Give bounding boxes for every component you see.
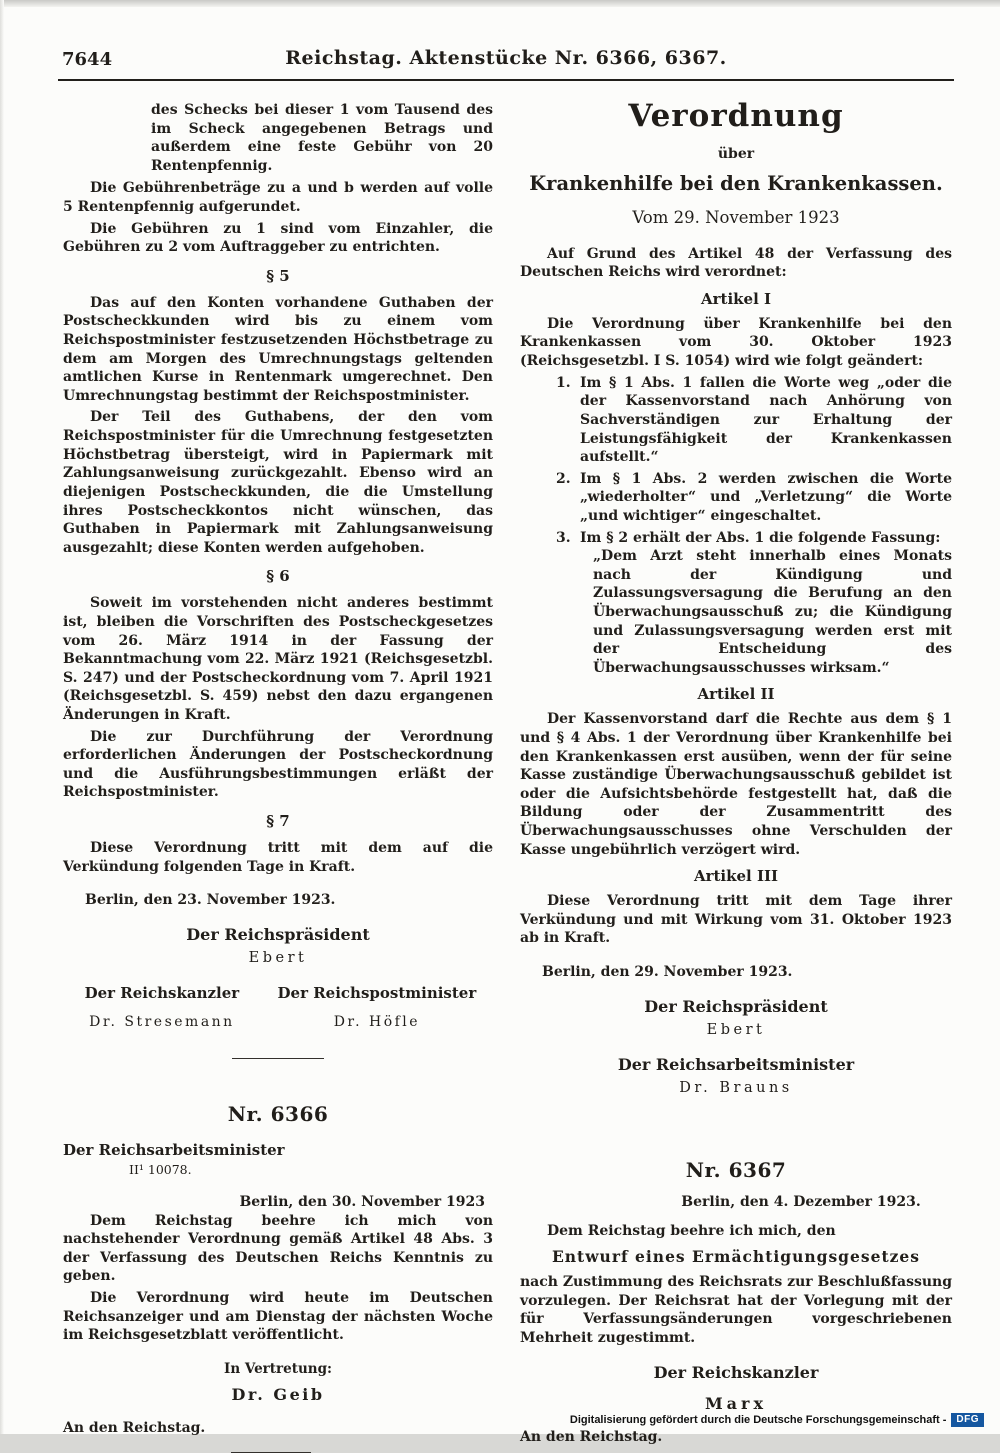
nr-6366-heading: Nr. 6366 — [227, 1101, 329, 1126]
right-column — [520, 96, 952, 1450]
item-2-number: 2. — [556, 470, 571, 487]
artikel-1-heading: Artikel I — [700, 289, 772, 308]
signature-geib-name: Dr. Geib — [231, 1384, 325, 1404]
paragraph-fee-payers: Die Gebühren zu 1 sind vom Einzahler, die Gebühren zu 2 vom Auftraggeber zu entrichten. — [63, 220, 493, 256]
artikel-3-text: Diese Verordnung tritt mit dem Tage ihrer Verkündung und mit Wirkung vom 31. Oktober 1923 ab in Kraft. — [520, 893, 952, 947]
dateline-berlin-30-nov: Berlin, den 30. November 1923 — [239, 1194, 485, 1210]
artikel-1-item-2 — [556, 470, 952, 526]
dateline-berlin-29-nov: Berlin, den 29. November 1923. — [542, 964, 793, 980]
section-heading-6: § 6 — [266, 567, 290, 586]
nr-6366-minister: Der Reichsarbeitsminister — [63, 1141, 285, 1160]
signature-president-title-right: Der Reichspräsident — [644, 996, 828, 1016]
scan-edge-top — [0, 0, 1000, 7]
paragraph-continuation: des Schecks bei dieser 1 vom Tausend des im Scheck angegebenen Betrags und außerdem eine feste Gebühr von 20 Rentenpfennig. — [151, 102, 493, 174]
item-3-text: Im § 2 erhält der Abs. 1 die folgende Fassung: — [580, 529, 941, 546]
artikel-2-heading: Artikel II — [697, 685, 775, 704]
page-header — [62, 44, 950, 76]
section-nr-6366 — [63, 1101, 493, 1453]
nr-6366-paragraph-1: Dem Reichstag beehre ich mich von nachstehender Verordnung gemäß Artikel 48 Abs. 3 der Verfassung des Deutschen Reichs Kenntnis zu geben. — [63, 1212, 493, 1285]
signature-row — [63, 984, 493, 1032]
dateline-berlin-4-dez: Berlin, den 4. Dezember 1923. — [681, 1194, 921, 1211]
address-reichstag-left: An den Reichstag. — [63, 1420, 206, 1437]
item-3-quote: „Dem Arzt steht innerhalb eines Monats nach der Kündigung und Zulassungsversagung die Berufung an den Überwachungsausschuß zu; die Kündigung und Zulassungsversagung werden erst mit der Entscheidung des Überwachungsausschusses wirksam.“ — [593, 548, 952, 676]
paragraph-fee-amounts: Die Gebührenbeträge zu a und b werden auf volle 5 Rentenpfennig aufgerundet. — [63, 180, 493, 216]
artikel-3-heading: Artikel III — [693, 867, 779, 886]
item-2-text: Im § 1 Abs. 2 werden zwischen die Worte „wiederholter“ und „Verletzung“ die Worte „und wichtiger“ eingeschaltet. — [580, 470, 952, 524]
signature-chancellor — [63, 984, 261, 1032]
signature-chancellor-title: Der Reichskanzler — [84, 984, 240, 1003]
signature-marx-name: Marx — [704, 1393, 768, 1413]
artikel-1-item-3 — [556, 529, 952, 678]
nr-6367-paragraph-1: Dem Reichstag beehre ich mich, den — [547, 1222, 836, 1239]
artikel-1-item-1 — [556, 374, 952, 467]
header-title: Reichstag. Aktenstücke Nr. 6366, 6367. — [285, 47, 727, 69]
signature-postminister-title: Der Reichspostminister — [277, 984, 477, 1003]
verordnung-intro: Auf Grund des Artikel 48 der Verfassung des Deutschen Reichs wird verordnet: — [520, 245, 952, 281]
signature-arbeitsminister-title: Der Reichsarbeitsminister — [617, 1055, 855, 1075]
section5-paragraph-1: Das auf den Konten vorhandene Guthaben der Postscheckkunden wird bis zu einem vom Reichspostminister festzusetzenden Höchstbetrage zu dem am Morgen des Umrechnungstags geltenden amtlichen Kurse in Rentenmark umgerechnet. Den Umrechnungstag bestimmt der Reichspostminister. — [63, 294, 493, 404]
item-3-body — [580, 529, 952, 678]
nr-6366-reference-number: II¹ 10078. — [129, 1162, 192, 1178]
item-1-number: 1. — [556, 374, 571, 391]
left-column — [63, 101, 493, 1453]
signature-chancellor-title-right: Der Reichskanzler — [653, 1362, 819, 1382]
header-rule — [58, 79, 954, 81]
signature-president-name: Ebert — [248, 950, 308, 967]
in-vertretung-label: In Vertretung: — [224, 1360, 332, 1377]
separator-rule — [232, 1058, 324, 1059]
section-heading-5: § 5 — [266, 266, 290, 285]
section-nr-6367 — [520, 1157, 952, 1447]
dfg-logo: DFG — [951, 1413, 984, 1427]
digitization-footer — [570, 1413, 984, 1427]
section-heading-7: § 7 — [266, 811, 290, 830]
signature-postminister — [261, 984, 493, 1032]
section6-paragraph-1: Soweit im vorstehenden nicht anderes bestimmt ist, bleiben die Vorschriften des Postscheckgesetzes vom 26. März 1914 in der Fassung der Bekanntmachung vom 22. März 1921 (Reichsgesetzbl. S. 247) und der Postscheckordnung vom 7. April 1921 (Reichsgesetzbl. S. 459) nebst den dazu ergangenen Änderungen in Kraft. — [63, 595, 493, 723]
digitization-note: Digitalisierung gefördert durch die Deutsche Forschungsgemeinschaft - — [569, 1414, 947, 1426]
address-reichstag-right: An den Reichstag. — [520, 1429, 663, 1446]
nr-6366-paragraph-2: Die Verordnung wird heute im Deutschen Reichsanzeiger und am Dienstag der nächsten Woche im Reichsgesetzblatt veröffentlicht. — [63, 1290, 493, 1344]
item-1-text: Im § 1 Abs. 1 fallen die Worte weg „oder die der Kassenvorstand nach Anhörung von Sachverständigen zur Erhaltung der Leistungsfähigkeit der Krankenkassen aufstellt.“ — [580, 374, 952, 466]
verordnung-subtitle-ueber: über — [717, 146, 755, 163]
verordnung-subtitle-main: Krankenhilfe bei den Krankenkassen. — [529, 171, 943, 195]
section7-paragraph-1: Diese Verordnung tritt mit dem auf die Verkündung folgenden Tage in Kraft. — [63, 839, 493, 875]
signature-arbeitsminister-name: Dr. Brauns — [679, 1080, 793, 1097]
section6-paragraph-2: Die zur Durchführung der Verordnung erforderlichen Änderungen der Postscheckordnung und die Ausführungsbestimmungen erläßt der Reichspostminister. — [63, 728, 493, 801]
scan-edge-left — [0, 0, 4, 1434]
verordnung-title: Verordnung — [628, 98, 844, 134]
artikel-1-intro: Die Verordnung über Krankenhilfe bei den Krankenkassen vom 30. Oktober 1923 (Reichsgesetzbl. I S. 1054) wird wie folgt geändert: — [520, 315, 952, 370]
nr-6367-heading: Nr. 6367 — [685, 1157, 787, 1182]
signature-chancellor-name: Dr. Stresemann — [89, 1014, 235, 1031]
signature-president-name-right: Ebert — [706, 1021, 766, 1038]
nr-6367-paragraph-2: nach Zustimmung des Reichsrats zur Beschlußfassung vorzulegen. Der Reichsrat hat der Vorlegung mit der für Verfassungsänderungen vorgeschriebenen Mehrheit zugestimmt. — [520, 1274, 952, 1346]
item-3-number: 3. — [556, 529, 571, 546]
section5-paragraph-2: Der Teil des Guthabens, der den vom Reichspostminister für die Umrechnung festgesetzten Höchstbetrag übersteigt, wird in Papiermark mit Zahlungsanweisung zurückgezahlt. Ebenso wird an diejenigen Postscheckkunden, die die Umstellung ihres Postscheckkontos nicht wünschen, das Guthaben in Papiermark mit Zahlungsanweisung ausgezahlt; diese Konten werden aufgehoben. — [63, 409, 493, 556]
artikel-2-text: Der Kassenvorstand darf die Rechte aus dem § 1 und § 4 Abs. 1 der Verordnung über Krankenhilfe bei den Krankenkassen erst ausüben, wenn der für seine Kasse zuständige Überwachungsausschuß gebildet ist oder die Aufsichtsbehörde festgestellt hat, daß die Bildung oder der Zusammentritt des Überwachungsausschusses ohne Verschulden der Kasse ungebührlich verzögert wird. — [520, 711, 952, 858]
verordnung-date: Vom 29. November 1923 — [632, 207, 840, 227]
signature-postminister-name: Dr. Höfle — [333, 1014, 421, 1031]
dateline-berlin-23-nov: Berlin, den 23. November 1923. — [85, 892, 336, 909]
entwurf-line: Entwurf eines Ermächtigungsgesetzes — [551, 1246, 921, 1266]
page-number: 7644 — [62, 49, 113, 70]
signature-president-title: Der Reichspräsident — [186, 924, 370, 944]
